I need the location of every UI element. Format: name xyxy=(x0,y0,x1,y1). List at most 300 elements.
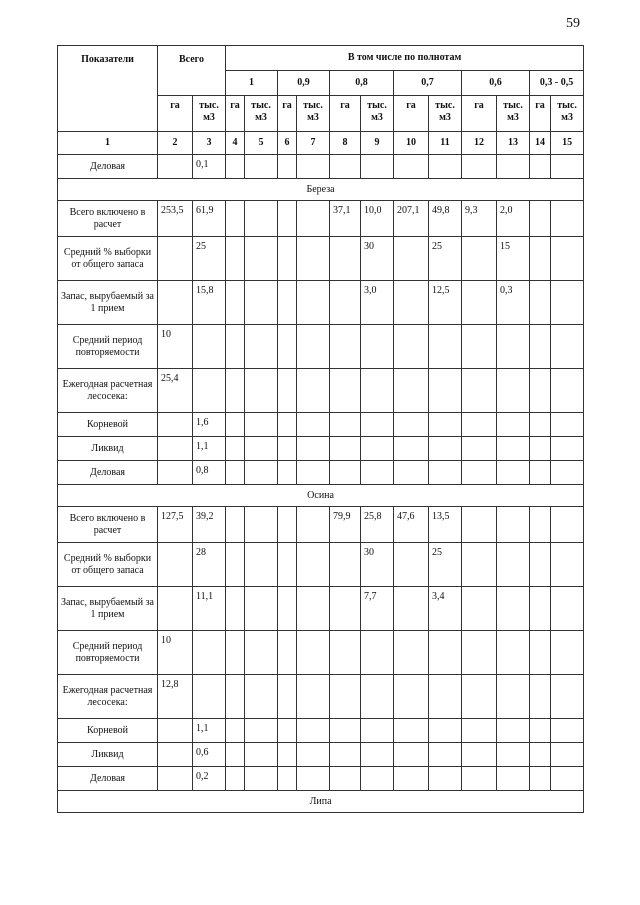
column-number: 7 xyxy=(297,132,330,155)
table-cell xyxy=(497,461,530,485)
table-cell xyxy=(297,281,330,325)
table-cell xyxy=(330,325,361,369)
table-row xyxy=(58,743,584,767)
table-cell xyxy=(462,325,497,369)
table-cell: 30 xyxy=(361,237,394,281)
table-row xyxy=(58,631,584,675)
table-cell xyxy=(530,461,551,485)
table-cell xyxy=(394,413,429,437)
table-cell xyxy=(551,155,584,179)
unit-ha-header: га xyxy=(462,96,497,132)
table-cell xyxy=(330,461,361,485)
table-header xyxy=(58,46,584,155)
table-cell xyxy=(530,743,551,767)
table-cell xyxy=(530,675,551,719)
column-number: 10 xyxy=(394,132,429,155)
table-cell xyxy=(551,767,584,791)
table-cell xyxy=(394,743,429,767)
table-cell xyxy=(278,719,297,743)
column-number-row xyxy=(58,132,584,155)
column-number: 15 xyxy=(551,132,584,155)
table-cell xyxy=(245,743,278,767)
table-cell xyxy=(429,369,462,413)
table-cell: 39,2 xyxy=(193,507,226,543)
table-cell xyxy=(497,507,530,543)
density-header: 0,8 xyxy=(330,71,394,96)
table-cell xyxy=(551,719,584,743)
table-cell xyxy=(226,413,245,437)
table-cell xyxy=(278,675,297,719)
table-cell xyxy=(530,767,551,791)
table-cell xyxy=(245,507,278,543)
table-cell xyxy=(330,413,361,437)
table-cell xyxy=(530,325,551,369)
table-row xyxy=(58,437,584,461)
table-cell xyxy=(530,437,551,461)
header-indicators: Показатели xyxy=(58,46,158,132)
table-cell xyxy=(226,325,245,369)
row-label: Ликвид xyxy=(58,437,158,461)
table-cell xyxy=(297,325,330,369)
table-cell xyxy=(158,743,193,767)
table-cell xyxy=(551,543,584,587)
table-cell: 13,5 xyxy=(429,507,462,543)
table-cell xyxy=(551,587,584,631)
table-cell xyxy=(361,369,394,413)
table-cell xyxy=(551,325,584,369)
table-cell: 253,5 xyxy=(158,201,193,237)
column-number: 8 xyxy=(330,132,361,155)
table-cell xyxy=(226,437,245,461)
table-cell xyxy=(330,155,361,179)
row-label: Деловая xyxy=(58,155,158,179)
column-number: 2 xyxy=(158,132,193,155)
table-cell xyxy=(158,281,193,325)
table-cell xyxy=(226,743,245,767)
table-cell xyxy=(497,325,530,369)
table-cell xyxy=(226,719,245,743)
table-cell xyxy=(462,631,497,675)
column-number: 6 xyxy=(278,132,297,155)
row-label: Всего включено в расчет xyxy=(58,201,158,237)
table-cell xyxy=(226,237,245,281)
table-cell xyxy=(462,675,497,719)
table-cell xyxy=(297,675,330,719)
table-cell xyxy=(158,719,193,743)
table-cell xyxy=(462,281,497,325)
table-cell xyxy=(297,369,330,413)
table-cell xyxy=(245,719,278,743)
table-cell xyxy=(278,461,297,485)
table-cell: 1,6 xyxy=(193,413,226,437)
table-cell: 9,3 xyxy=(462,201,497,237)
table-cell xyxy=(497,743,530,767)
table-body xyxy=(58,155,584,813)
table-cell: 61,9 xyxy=(193,201,226,237)
table-cell xyxy=(551,461,584,485)
table-cell xyxy=(193,325,226,369)
unit-ha-header: га xyxy=(278,96,297,132)
table-cell xyxy=(245,201,278,237)
table-cell xyxy=(226,201,245,237)
table-cell xyxy=(297,237,330,281)
table-cell: 25 xyxy=(429,237,462,281)
table-cell xyxy=(462,587,497,631)
table-cell xyxy=(462,543,497,587)
unit-ha-header: га xyxy=(394,96,429,132)
table-cell xyxy=(297,155,330,179)
table-cell: 30 xyxy=(361,543,394,587)
table-cell xyxy=(361,631,394,675)
table-cell xyxy=(158,543,193,587)
table-cell xyxy=(278,281,297,325)
table-cell xyxy=(330,437,361,461)
table-cell xyxy=(530,281,551,325)
table-cell xyxy=(297,437,330,461)
table-cell: 0,1 xyxy=(193,155,226,179)
table-cell xyxy=(226,631,245,675)
table-cell xyxy=(530,155,551,179)
table-cell xyxy=(297,413,330,437)
table-cell xyxy=(394,369,429,413)
table-cell xyxy=(551,437,584,461)
table-cell: 207,1 xyxy=(394,201,429,237)
column-number: 5 xyxy=(245,132,278,155)
unit-ha-header: га xyxy=(226,96,245,132)
table-cell xyxy=(278,543,297,587)
table-cell xyxy=(394,281,429,325)
table-row xyxy=(58,507,584,543)
table-cell xyxy=(462,237,497,281)
table-cell xyxy=(462,369,497,413)
table-cell xyxy=(330,237,361,281)
table-cell xyxy=(158,155,193,179)
table-cell xyxy=(297,587,330,631)
table-cell xyxy=(497,413,530,437)
table-cell xyxy=(158,437,193,461)
unit-volume-header: тыс. м3 xyxy=(361,96,394,132)
table-cell: 2,0 xyxy=(497,201,530,237)
table-cell xyxy=(551,413,584,437)
table-cell xyxy=(158,413,193,437)
table-cell xyxy=(551,201,584,237)
table-cell xyxy=(297,507,330,543)
table-cell xyxy=(245,587,278,631)
table-cell xyxy=(245,675,278,719)
table-cell xyxy=(530,507,551,543)
table-cell xyxy=(278,631,297,675)
table-cell: 10 xyxy=(158,631,193,675)
table-row xyxy=(58,413,584,437)
table-cell xyxy=(297,201,330,237)
column-number: 4 xyxy=(226,132,245,155)
table-cell xyxy=(394,631,429,675)
column-number: 3 xyxy=(193,132,226,155)
row-label: Всего включено в расчет xyxy=(58,507,158,543)
row-label: Средний % выборки от общего запаса xyxy=(58,237,158,281)
unit-ha-header: га xyxy=(530,96,551,132)
table-cell xyxy=(530,237,551,281)
density-header: 0,9 xyxy=(278,71,330,96)
table-cell xyxy=(394,719,429,743)
table-row xyxy=(58,543,584,587)
table-row xyxy=(58,237,584,281)
column-number: 11 xyxy=(429,132,462,155)
table-cell xyxy=(193,631,226,675)
table-cell xyxy=(245,767,278,791)
table-cell xyxy=(158,587,193,631)
table-cell xyxy=(394,437,429,461)
table-cell: 11,1 xyxy=(193,587,226,631)
table-cell xyxy=(551,675,584,719)
table-cell xyxy=(429,461,462,485)
table-cell xyxy=(330,767,361,791)
page-number: 59 xyxy=(566,16,580,31)
table-cell xyxy=(226,543,245,587)
section-title: Береза xyxy=(58,179,584,201)
forestry-table xyxy=(57,45,584,813)
table-row xyxy=(58,461,584,485)
table-cell xyxy=(297,767,330,791)
table-cell xyxy=(278,237,297,281)
table-cell xyxy=(361,461,394,485)
table-cell xyxy=(462,767,497,791)
table-cell xyxy=(226,369,245,413)
table-cell xyxy=(361,675,394,719)
row-label: Деловая xyxy=(58,461,158,485)
table-cell xyxy=(330,743,361,767)
column-number: 13 xyxy=(497,132,530,155)
column-number: 12 xyxy=(462,132,497,155)
table-cell xyxy=(394,461,429,485)
table-cell xyxy=(429,437,462,461)
table-cell: 12,5 xyxy=(429,281,462,325)
table-cell xyxy=(429,743,462,767)
table-cell xyxy=(297,631,330,675)
unit-volume-header: тыс. м3 xyxy=(245,96,278,132)
table-cell xyxy=(462,719,497,743)
table-cell xyxy=(462,461,497,485)
table-cell xyxy=(278,587,297,631)
table-cell: 49,8 xyxy=(429,201,462,237)
table-cell xyxy=(530,719,551,743)
table-cell xyxy=(497,543,530,587)
row-label: Средний % выборки от общего запаса xyxy=(58,543,158,587)
density-header: 0,6 xyxy=(462,71,530,96)
table-cell xyxy=(297,743,330,767)
table-cell xyxy=(462,743,497,767)
table-cell xyxy=(193,675,226,719)
table-cell: 10 xyxy=(158,325,193,369)
table-cell: 7,7 xyxy=(361,587,394,631)
row-label: Ежегодная расчетная лесосека: xyxy=(58,675,158,719)
table-cell: 127,5 xyxy=(158,507,193,543)
table-cell xyxy=(429,413,462,437)
table-cell xyxy=(226,461,245,485)
table-row xyxy=(58,155,584,179)
table-cell xyxy=(245,413,278,437)
unit-volume-header: тыс. м3 xyxy=(297,96,330,132)
density-header: 0,7 xyxy=(394,71,462,96)
table-cell xyxy=(394,155,429,179)
table-cell xyxy=(226,675,245,719)
table-cell xyxy=(361,325,394,369)
table-cell xyxy=(497,675,530,719)
table-row xyxy=(58,201,584,237)
table-cell xyxy=(551,631,584,675)
table-row xyxy=(58,281,584,325)
table-cell xyxy=(462,155,497,179)
row-label: Ежегодная расчетная лесосека: xyxy=(58,369,158,413)
table-cell xyxy=(330,675,361,719)
table-cell xyxy=(361,719,394,743)
table-cell xyxy=(330,631,361,675)
section-row xyxy=(58,791,584,813)
table-cell: 3,4 xyxy=(429,587,462,631)
table-cell: 37,1 xyxy=(330,201,361,237)
table-cell xyxy=(278,413,297,437)
table-cell xyxy=(330,281,361,325)
table-cell xyxy=(361,767,394,791)
table-row xyxy=(58,587,584,631)
table-cell xyxy=(245,543,278,587)
section-title: Осина xyxy=(58,485,584,507)
table-cell xyxy=(394,543,429,587)
table-cell xyxy=(226,767,245,791)
column-number: 1 xyxy=(58,132,158,155)
table-cell xyxy=(497,155,530,179)
table-cell xyxy=(278,507,297,543)
table-cell xyxy=(245,437,278,461)
table-cell: 15,8 xyxy=(193,281,226,325)
table-cell xyxy=(361,413,394,437)
table-cell xyxy=(551,743,584,767)
table-cell xyxy=(394,675,429,719)
table-cell xyxy=(158,461,193,485)
table-cell xyxy=(429,631,462,675)
table-row xyxy=(58,675,584,719)
table-cell: 28 xyxy=(193,543,226,587)
table-cell xyxy=(361,155,394,179)
table-row xyxy=(58,767,584,791)
row-label: Запас, вырубаемый за 1 прием xyxy=(58,587,158,631)
table-cell xyxy=(497,587,530,631)
table-cell xyxy=(278,369,297,413)
density-header: 1 xyxy=(226,71,278,96)
table-cell xyxy=(497,437,530,461)
table-cell: 1,1 xyxy=(193,719,226,743)
table-cell xyxy=(245,281,278,325)
table-cell xyxy=(394,325,429,369)
table-cell xyxy=(245,325,278,369)
header-by-density: В том числе по полнотам xyxy=(226,46,584,71)
table-cell xyxy=(394,587,429,631)
table-cell xyxy=(429,155,462,179)
table-cell xyxy=(497,767,530,791)
table-cell xyxy=(551,369,584,413)
table-row xyxy=(58,325,584,369)
unit-ha-header: га xyxy=(330,96,361,132)
table-cell xyxy=(297,543,330,587)
table-cell xyxy=(226,155,245,179)
table-cell xyxy=(497,631,530,675)
table-cell xyxy=(245,155,278,179)
table-cell: 3,0 xyxy=(361,281,394,325)
table-cell xyxy=(551,281,584,325)
table-cell xyxy=(278,201,297,237)
table-cell xyxy=(462,437,497,461)
row-label: Корневой xyxy=(58,413,158,437)
section-row xyxy=(58,179,584,201)
table-cell xyxy=(245,461,278,485)
table-cell xyxy=(530,543,551,587)
table-cell: 79,9 xyxy=(330,507,361,543)
table-cell: 0,6 xyxy=(193,743,226,767)
table-cell xyxy=(330,587,361,631)
table-cell: 15 xyxy=(497,237,530,281)
table-cell xyxy=(278,155,297,179)
table-cell: 0,8 xyxy=(193,461,226,485)
row-label: Средний период повторяемости xyxy=(58,325,158,369)
table-cell xyxy=(330,369,361,413)
table-cell xyxy=(497,719,530,743)
table-cell xyxy=(330,719,361,743)
table-cell xyxy=(278,437,297,461)
table-cell xyxy=(530,201,551,237)
table-cell xyxy=(226,587,245,631)
row-label: Деловая xyxy=(58,767,158,791)
unit-volume-header: тыс. м3 xyxy=(497,96,530,132)
table-row xyxy=(58,369,584,413)
row-label: Средний период повторяемости xyxy=(58,631,158,675)
table-cell xyxy=(462,413,497,437)
row-label: Ликвид xyxy=(58,743,158,767)
table-cell xyxy=(551,237,584,281)
table-cell xyxy=(245,237,278,281)
unit-volume-header: тыс. м3 xyxy=(551,96,584,132)
table-cell xyxy=(361,743,394,767)
row-label: Запас, вырубаемый за 1 прием xyxy=(58,281,158,325)
table-cell xyxy=(551,507,584,543)
table-cell xyxy=(226,507,245,543)
table-cell xyxy=(278,743,297,767)
section-row xyxy=(58,485,584,507)
column-number: 9 xyxy=(361,132,394,155)
table-cell xyxy=(226,281,245,325)
table-cell: 12,8 xyxy=(158,675,193,719)
table-cell xyxy=(361,437,394,461)
table-cell xyxy=(429,675,462,719)
table-cell xyxy=(394,237,429,281)
unit-volume-header: тыс. м3 xyxy=(193,96,226,132)
density-header: 0,3 - 0,5 xyxy=(530,71,584,96)
table-cell xyxy=(530,631,551,675)
table-cell: 0,2 xyxy=(193,767,226,791)
table-cell: 25 xyxy=(193,237,226,281)
table-cell xyxy=(394,767,429,791)
table-cell xyxy=(278,325,297,369)
row-label: Корневой xyxy=(58,719,158,743)
section-title: Липа xyxy=(58,791,584,813)
table-cell: 47,6 xyxy=(394,507,429,543)
table-cell xyxy=(193,369,226,413)
table-cell xyxy=(530,413,551,437)
table-cell xyxy=(429,719,462,743)
table-cell: 25,4 xyxy=(158,369,193,413)
table-cell: 0,3 xyxy=(497,281,530,325)
table-cell xyxy=(429,325,462,369)
table-cell: 1,1 xyxy=(193,437,226,461)
